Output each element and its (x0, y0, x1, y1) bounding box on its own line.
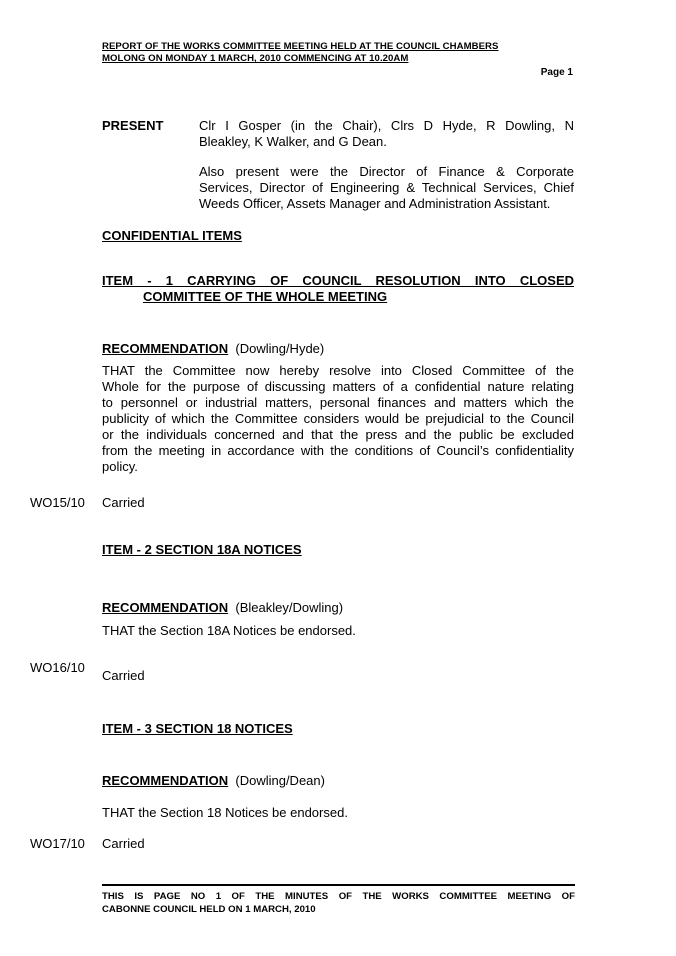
item-2-text: THAT the Section 18A Notices be endorsed. (102, 623, 356, 638)
item-3-recommendation (102, 773, 325, 789)
item-2-recommendation (102, 600, 343, 616)
also-present-line-1: Also present were the Director of Finance & Corporate (199, 164, 574, 179)
report-header-line-1: REPORT OF THE WORKS COMMITTEE MEETING HELD AT THE COUNCIL CHAMBERS (102, 41, 499, 52)
confidential-items-heading: CONFIDENTIAL ITEMS (102, 228, 242, 243)
item-1-text-line-7: policy. (102, 459, 138, 474)
recommendation-movers: (Dowling/Hyde) (235, 341, 325, 356)
footer-divider (102, 884, 575, 886)
minute-number: WO16/10 (30, 660, 85, 675)
report-header-line-2: MOLONG ON MONDAY 1 MARCH, 2010 COMMENCING AT 10.20AM (102, 53, 409, 64)
item-3-text: THAT the Section 18 Notices be endorsed. (102, 805, 348, 820)
recommendation-label: RECOMMENDATION (102, 773, 229, 788)
recommendation-label: RECOMMENDATION (102, 600, 229, 615)
item-1-result: Carried (102, 495, 145, 510)
footer-line-1: THIS IS PAGE NO 1 OF THE MINUTES OF THE WORKS COMMITTEE MEETING OF (102, 891, 575, 902)
minute-number: WO17/10 (30, 836, 85, 851)
item-2-title: ITEM - 2 SECTION 18A NOTICES (102, 542, 302, 557)
item-1-title-line-1: ITEM - 1 CARRYING OF COUNCIL RESOLUTION INTO CLOSED (102, 273, 574, 288)
item-1-text-line-2: Whole for the purpose of discussing matters of a confidential nature relating (102, 379, 574, 394)
item-2-result: Carried (102, 668, 145, 683)
present-label: PRESENT (102, 118, 164, 133)
present-line-1: Clr I Gosper (in the Chair), Clrs D Hyde, R Dowling, N (199, 118, 574, 133)
item-1-title-line-2: COMMITTEE OF THE WHOLE MEETING (143, 289, 388, 304)
footer-line-2: CABONNE COUNCIL HELD ON 1 MARCH, 2010 (102, 904, 316, 915)
item-3-result: Carried (102, 836, 145, 851)
item-1-text-line-3: to personnel or industrial matters, personal finances and matters which the (102, 395, 574, 410)
recommendation-movers: (Bleakley/Dowling) (235, 600, 344, 615)
minute-number: WO15/10 (30, 495, 85, 510)
recommendation-label: RECOMMENDATION (102, 341, 229, 356)
item-1-text-line-6: from the meeting in accordance with the conditions of Council’s confidentiality (102, 443, 574, 458)
item-1-text-line-5: or the individuals concerned and that the press and the public be excluded (102, 427, 574, 442)
also-present-line-3: Weeds Officer, Assets Manager and Administration Assistant. (199, 196, 551, 211)
item-1-text-line-4: publicity of which the Committee considers would be prejudicial to the Council (102, 411, 574, 426)
page-number: Page 1 (540, 67, 573, 78)
also-present-line-2: Services, Director of Engineering & Technical Services, Chief (199, 180, 574, 195)
present-line-2: Bleakley, K Walker, and G Dean. (199, 134, 387, 149)
recommendation-movers: (Dowling/Dean) (235, 773, 325, 788)
item-3-title: ITEM - 3 SECTION 18 NOTICES (102, 721, 293, 736)
item-1-text-line-1: THAT the Committee now hereby resolve into Closed Committee of the (102, 363, 574, 378)
item-1-recommendation (102, 341, 324, 357)
